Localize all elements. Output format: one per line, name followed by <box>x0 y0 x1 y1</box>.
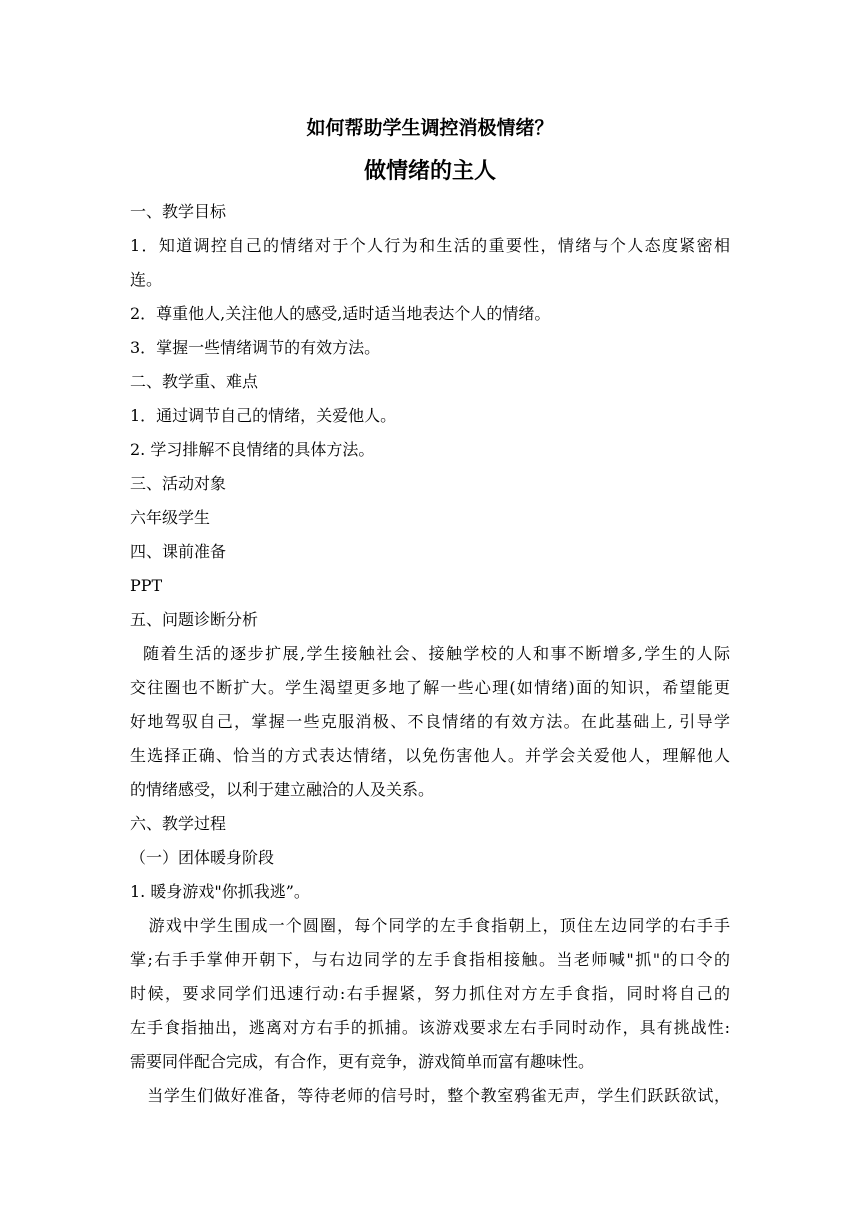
paragraph-line: 掌;右手手掌伸开朝下，与右边同学的左手食指相接触。当老师喊"抓"的口令的 <box>130 950 730 969</box>
paragraph-line: 1. 暖身游戏"你抓我逃”。 <box>130 882 310 901</box>
paragraph-line: 1．通过调节自己的情绪，关爱他人。 <box>130 406 397 425</box>
section-heading-analysis: 五、问题诊断分析 <box>130 610 259 629</box>
subsection-heading: （一）团体暖身阶段 <box>130 848 275 867</box>
section-heading-key-points: 二、教学重、难点 <box>130 372 259 391</box>
paragraph-line: 时候，要求同学们迅速行动:右手握紧，努力抓住对方左手食指，同时将自己的 <box>130 984 730 1003</box>
paragraph-line: 左手食指抽出，逃离对方右手的抓捕。该游戏要求左右手同时动作，具有挑战性: <box>130 1018 730 1037</box>
section-heading-goals: 一、教学目标 <box>130 202 227 221</box>
paragraph-line: 游戏中学生围成一个圆圈，每个同学的左手食指朝上，顶住左边同学的右手手 <box>130 916 730 935</box>
paragraph-line: 3．掌握一些情绪调节的有效方法。 <box>130 338 381 357</box>
paragraph-line: PPT <box>130 576 163 595</box>
document-subtitle: 做情绪的主人 <box>363 159 496 184</box>
paragraph-line: 随着生活的逐步扩展,学生接触社会、接触学校的人和事不断增多,学生的人际 <box>130 644 730 663</box>
paragraph-line: 连。 <box>130 270 163 289</box>
paragraph-line: 1．知道调控自己的情绪对于个人行为和生活的重要性，情绪与个人态度紧密相 <box>130 236 730 255</box>
paragraph-line: 当学生们做好准备，等待老师的信号时，整个教室鸦雀无声，学生们跃跃欲试， <box>130 1086 730 1105</box>
paragraph-line: 六年级学生 <box>130 508 211 527</box>
paragraph-line: 2. 学习排解不良情绪的具体方法。 <box>130 440 375 459</box>
paragraph-line: 2．尊重他人,关注他人的感受,适时适当地表达个人的情绪。 <box>130 304 551 323</box>
document-title: 如何帮助学生调控消极情绪？ <box>306 117 554 139</box>
paragraph-line: 的情绪感受，以利于建立融洽的人及关系。 <box>130 780 435 799</box>
paragraph-line: 生选择正确、恰当的方式表达情绪，以免伤害他人。并学会关爱他人，理解他人 <box>130 746 730 765</box>
paragraph-line: 交往圈也不断扩大。学生渴望更多地了解一些心理(如情绪)面的知识，希望能更 <box>130 678 730 697</box>
section-heading-preparation: 四、课前准备 <box>130 542 227 561</box>
section-heading-process: 六、教学过程 <box>130 814 227 833</box>
paragraph-line: 需要同伴配合完成，有合作，更有竞争，游戏简单而富有趣味性。 <box>130 1052 595 1071</box>
section-heading-audience: 三、活动对象 <box>130 474 227 493</box>
paragraph-line: 好地驾驭自己，掌握一些克服消极、不良情绪的有效方法。在此基础上, 引导学 <box>130 712 730 731</box>
